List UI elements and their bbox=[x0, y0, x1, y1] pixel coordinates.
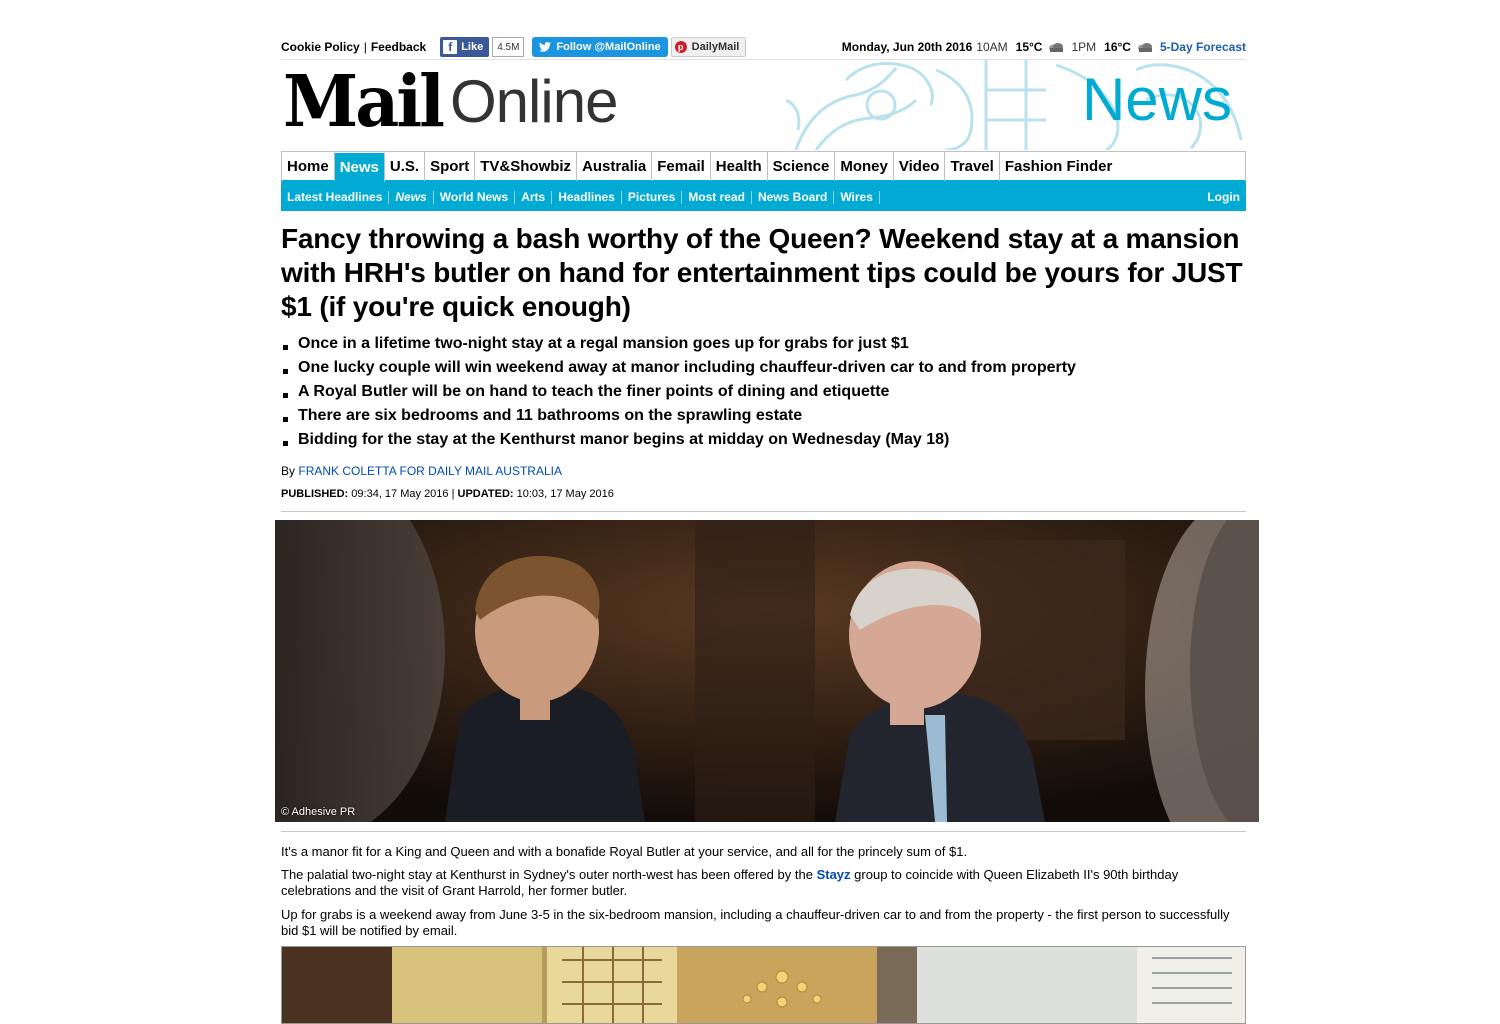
article-paragraph: Up for grabs is a weekend away from June 3-5 in the six-bedroom mansion, including a chauffeur-driven car to and from the property - the first person to successfully bid $1 will be notified by email. bbox=[281, 907, 1230, 938]
feedback-link[interactable]: Feedback bbox=[370, 40, 427, 54]
nav-item-news[interactable]: News bbox=[335, 153, 385, 182]
pinterest-icon: p bbox=[675, 41, 687, 53]
published-date: 09:34, 17 May 2016 bbox=[351, 488, 449, 500]
twitter-follow-label: Follow @MailOnline bbox=[556, 41, 661, 53]
summary-bullet: One lucky couple will win weekend away at manor including chauffeur-driven car to and from property bbox=[281, 356, 1246, 380]
subnav-latest-headlines[interactable]: Latest Headlines bbox=[281, 191, 389, 204]
updated-date: 10:03, 17 May 2016 bbox=[516, 488, 614, 500]
weather-temp-2: 16°C bbox=[1104, 40, 1131, 54]
subnav-wires[interactable]: Wires bbox=[834, 191, 880, 204]
logo-mail: Mail bbox=[283, 60, 442, 144]
weather-time-1: 10AM bbox=[976, 40, 1008, 54]
author-link[interactable]: FRANK COLETTA FOR DAILY MAIL AUSTRALIA bbox=[298, 464, 562, 478]
current-date: Monday, Jun 20th 2016 bbox=[841, 40, 973, 54]
article-paragraph bbox=[281, 867, 1246, 899]
logo-online: Online bbox=[450, 68, 618, 135]
primary-nav bbox=[281, 151, 1246, 183]
nav-item-us[interactable]: U.S. bbox=[385, 152, 425, 181]
summary-bullet: Bidding for the stay at the Kenthurst manor begins at midday on Wednesday (May 18) bbox=[281, 428, 1246, 452]
nav-item-travel[interactable]: Travel bbox=[945, 152, 999, 181]
article-summary-bullets bbox=[281, 332, 1246, 452]
facebook-like-count: 4.5M bbox=[492, 37, 524, 57]
subnav-most-read[interactable]: Most read bbox=[682, 191, 752, 204]
subnav-pictures[interactable]: Pictures bbox=[622, 191, 682, 204]
subnav-world-news[interactable]: World News bbox=[434, 191, 515, 204]
article-paragraph: It's a manor fit for a King and Queen and with a bonafide Royal Butler at your service, and all for the princely sum of $1. bbox=[281, 844, 968, 859]
byline bbox=[281, 464, 562, 478]
nav-item-fashion-finder[interactable]: Fashion Finder bbox=[1004, 158, 1113, 175]
divider-line bbox=[281, 511, 1246, 512]
nav-item-tvshowbiz[interactable]: TV&Showbiz bbox=[475, 152, 577, 181]
summary-bullet: A Royal Butler will be on hand to teach the finer points of dining and etiquette bbox=[281, 380, 1246, 404]
weather-time-2: 1PM bbox=[1071, 40, 1097, 54]
mansion-photo-illustration bbox=[282, 947, 1246, 1024]
nav-item-video[interactable]: Video bbox=[894, 152, 946, 181]
weather-temp-1: 15°C bbox=[1015, 40, 1043, 54]
paragraph-text: The palatial two-night stay at Kenthurst in Sydney's outer north-west has been offered by the bbox=[281, 867, 813, 882]
updated-label: UPDATED: bbox=[457, 488, 514, 500]
subnav-headlines[interactable]: Headlines bbox=[552, 191, 622, 204]
cookie-policy-link[interactable]: Cookie Policy bbox=[281, 40, 360, 54]
paragraph-text: group to coincide with Queen Elizabeth II's 90th birthday celebrations and the visit of Grant Harrold, her former butler. bbox=[281, 867, 1179, 898]
five-day-forecast-link[interactable]: 5-Day Forecast bbox=[1159, 40, 1246, 54]
mailonline-logo[interactable] bbox=[283, 60, 618, 144]
divider: | bbox=[451, 488, 458, 500]
summary-bullet: Once in a lifetime two-night stay at a regal mansion goes up for grabs for just $1 bbox=[281, 332, 1246, 356]
hero-photo-illustration bbox=[275, 520, 1259, 822]
summary-bullet: There are six bedrooms and 11 bathrooms on the sprawling estate bbox=[281, 404, 1246, 428]
twitter-follow-button[interactable] bbox=[532, 37, 667, 57]
top-utility-bar bbox=[281, 36, 1246, 58]
weather-widget bbox=[842, 40, 1246, 54]
stayz-link[interactable]: Stayz bbox=[816, 867, 851, 882]
twitter-bird-icon bbox=[539, 42, 551, 52]
nav-item-health[interactable]: Health bbox=[711, 152, 768, 181]
published-label: PUBLISHED: bbox=[281, 488, 349, 500]
cloud-icon bbox=[1048, 42, 1064, 52]
login-link[interactable]: Login bbox=[1207, 190, 1240, 204]
section-title: News bbox=[1081, 66, 1232, 133]
nav-item-australia[interactable]: Australia bbox=[577, 152, 652, 181]
subnav-news-board[interactable]: News Board bbox=[752, 191, 834, 204]
facebook-like-button[interactable] bbox=[440, 37, 489, 57]
nav-item-money[interactable]: Money bbox=[835, 152, 894, 181]
pinterest-follow-button[interactable] bbox=[671, 37, 747, 57]
nav-item-science[interactable]: Science bbox=[768, 152, 836, 181]
publish-info bbox=[281, 488, 614, 500]
image-credit: © Adhesive PR bbox=[281, 806, 356, 818]
subnav-news[interactable]: News bbox=[389, 191, 433, 204]
nav-item-home[interactable]: Home bbox=[282, 152, 335, 181]
divider-line bbox=[281, 831, 1246, 832]
hero-image[interactable] bbox=[275, 520, 1259, 822]
divider: | bbox=[363, 40, 367, 54]
byline-label: By bbox=[281, 464, 296, 478]
nav-item-femail[interactable]: Femail bbox=[652, 152, 711, 181]
facebook-icon: f bbox=[443, 40, 457, 54]
subnav-arts[interactable]: Arts bbox=[515, 191, 552, 204]
sub-nav bbox=[281, 183, 1246, 211]
article-headline: Fancy throwing a bash worthy of the Queen? Weekend stay at a mansion with HRH's butler on hand for entertainment tips could be yours for JUST $1 (if you're quick enough) bbox=[281, 223, 1243, 322]
mansion-interior-image[interactable] bbox=[281, 946, 1246, 1024]
pinterest-label: DailyMail bbox=[691, 41, 740, 53]
nav-item-sport[interactable]: Sport bbox=[425, 152, 475, 181]
masthead bbox=[281, 59, 1246, 149]
cloud-icon bbox=[1137, 42, 1153, 52]
facebook-like-label: Like bbox=[461, 41, 484, 53]
